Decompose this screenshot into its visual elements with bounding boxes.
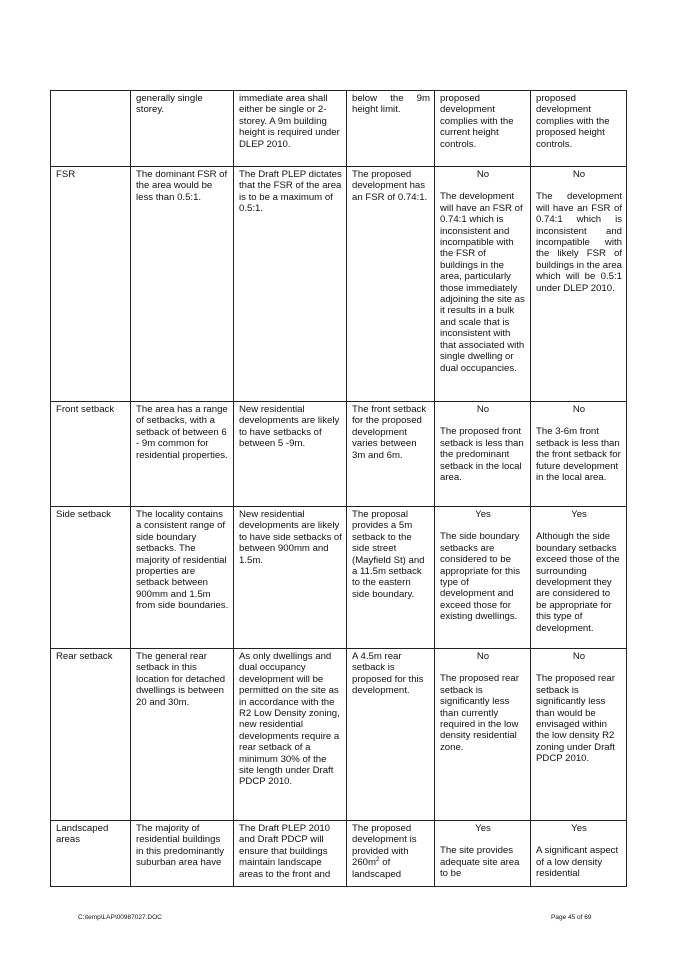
footer-page-number: Page 45 of 69 bbox=[551, 914, 592, 921]
assessment-text: Although the side boundary setbacks exceed those of the surrounding development they are considered to be appropriate for this type of development. bbox=[536, 531, 620, 634]
compliance-status: No bbox=[572, 169, 586, 180]
control-cell: Rear setback bbox=[51, 649, 131, 821]
future-character-cell: The Draft PLEP 2010 and Draft PDCP will ensure that buildings maintain landscape areas to the front and bbox=[234, 821, 347, 887]
table-row bbox=[51, 649, 627, 821]
current-compliance-cell bbox=[435, 507, 531, 649]
future-character-cell: New residential developments are likely to have side setbacks of between 900mm and 1.5m. bbox=[234, 507, 347, 649]
assessment-text: The site provides adequate site area to be bbox=[440, 845, 520, 880]
proposal-cell: The proposal provides a 5m setback to the side street (Mayfield St) and a 11.5m setback to the eastern side boundary. bbox=[347, 507, 435, 649]
compliance-status: No bbox=[476, 169, 490, 180]
future-compliance-cell bbox=[531, 91, 627, 167]
compliance-status: No bbox=[476, 404, 490, 415]
assessment-text: The development will have an FSR of 0.74:1 which is inconsistent and incompatible with the FSR of buildings in the area, particularly those immediately adjoining the site as it results in a bulk and scale that is inconsistent with that associated with single dwelling or dual occupancies. bbox=[440, 191, 525, 374]
existing-character-cell: The area has a range of setbacks, with a setback of between 6 - 9m common for residential properties. bbox=[131, 402, 234, 507]
table-row bbox=[51, 507, 627, 649]
future-character-cell: New residential developments are likely to have setbacks of between 5 -9m. bbox=[234, 402, 347, 507]
proposal-cell: A 4.5m rear setback is proposed for this development. bbox=[347, 649, 435, 821]
compliance-status: Yes bbox=[475, 823, 491, 834]
footer-file-path: C:\temp\LAP\00987027.DOC bbox=[78, 914, 162, 921]
existing-character-cell: generally single storey. bbox=[131, 91, 234, 167]
control-cell: Landscaped areas bbox=[51, 821, 131, 887]
assessment-text: proposed development complies with the proposed height controls. bbox=[536, 93, 610, 150]
control-cell bbox=[51, 91, 131, 167]
table-row bbox=[51, 821, 627, 887]
compliance-status: No bbox=[572, 404, 586, 415]
future-compliance-cell bbox=[531, 821, 627, 887]
existing-character-cell: The dominant FSR of the area would be less than 0.5:1. bbox=[131, 167, 234, 402]
table-row bbox=[51, 167, 627, 402]
compliance-status: Yes bbox=[475, 509, 491, 520]
current-compliance-cell bbox=[435, 649, 531, 821]
current-compliance-cell bbox=[435, 167, 531, 402]
superscript: 2 bbox=[376, 856, 380, 864]
future-compliance-cell bbox=[531, 649, 627, 821]
compliance-status: No bbox=[572, 651, 586, 662]
future-character-cell: immediate area shall either be single or 2-storey. A 9m building height is required under DLEP 2010. bbox=[234, 91, 347, 167]
control-cell: FSR bbox=[51, 167, 131, 402]
proposal-cell bbox=[347, 821, 435, 887]
proposal-text: The proposed development is provided with 260m bbox=[352, 823, 417, 869]
assessment-text: The proposed rear setback is significantly less than would be envisaged within the low density R2 zoning under Draft PDCP 2010. bbox=[536, 673, 615, 765]
assessment-text: The proposed front setback is less than the predominant setback in the local area. bbox=[440, 426, 524, 484]
assessment-text: The proposed rear setback is significantly less than currently required in the low density residential zone. bbox=[440, 673, 519, 753]
compliance-status: Yes bbox=[571, 823, 587, 834]
compliance-status: Yes bbox=[571, 509, 587, 520]
proposal-cell: The front setback for the proposed development varies between 3m and 6m. bbox=[347, 402, 435, 507]
table-row bbox=[51, 91, 627, 167]
existing-character-cell: The locality contains a consistent range of side boundary setbacks. The majority of residential properties are setback between 900mm and 1.5m from side boundaries. bbox=[131, 507, 234, 649]
current-compliance-cell bbox=[435, 402, 531, 507]
compliance-table bbox=[50, 90, 627, 887]
control-cell: Side setback bbox=[51, 507, 131, 649]
existing-character-cell: The general rear setback in this location for detached dwellings is between 20 and 30m. bbox=[131, 649, 234, 821]
current-compliance-cell bbox=[435, 821, 531, 887]
assessment-text: The development will have an FSR of 0.74:1 which is inconsistent and incompatible with the likely FSR of buildings in the area which will be 0.5:1 under DLEP 2010. bbox=[536, 191, 622, 294]
assessment-text: proposed development complies with the current height controls. bbox=[440, 93, 514, 150]
control-cell: Front setback bbox=[51, 402, 131, 507]
assessment-text: The side boundary setbacks are considered to be appropriate for this type of development and exceed those for existing dwellings. bbox=[440, 531, 520, 623]
compliance-status: No bbox=[476, 651, 490, 662]
future-character-cell: As only dwellings and dual occupancy development will be permitted on the site as in accordance with the R2 Low Density zoning, new residential developments require a rear setback of a minimum 30% of the site length under Draft PDCP 2010. bbox=[234, 649, 347, 821]
future-compliance-cell bbox=[531, 507, 627, 649]
proposal-cell: below the 9m height limit. bbox=[347, 91, 435, 167]
assessment-text: The 3-6m front setback is less than the front setback for future development in the local area. bbox=[536, 426, 621, 484]
future-compliance-cell bbox=[531, 167, 627, 402]
current-compliance-cell bbox=[435, 91, 531, 167]
proposal-text-end: of landscaped bbox=[352, 857, 402, 880]
existing-character-cell: The majority of residential buildings in this predominantly suburban area have bbox=[131, 821, 234, 887]
proposal-cell: The proposed development has an FSR of 0.74:1. bbox=[347, 167, 435, 402]
table-row bbox=[51, 402, 627, 507]
future-character-cell: The Draft PLEP dictates that the FSR of the area is to be a maximum of 0.5:1. bbox=[234, 167, 347, 402]
future-compliance-cell bbox=[531, 402, 627, 507]
assessment-text: A significant aspect of a low density residential bbox=[536, 845, 619, 880]
